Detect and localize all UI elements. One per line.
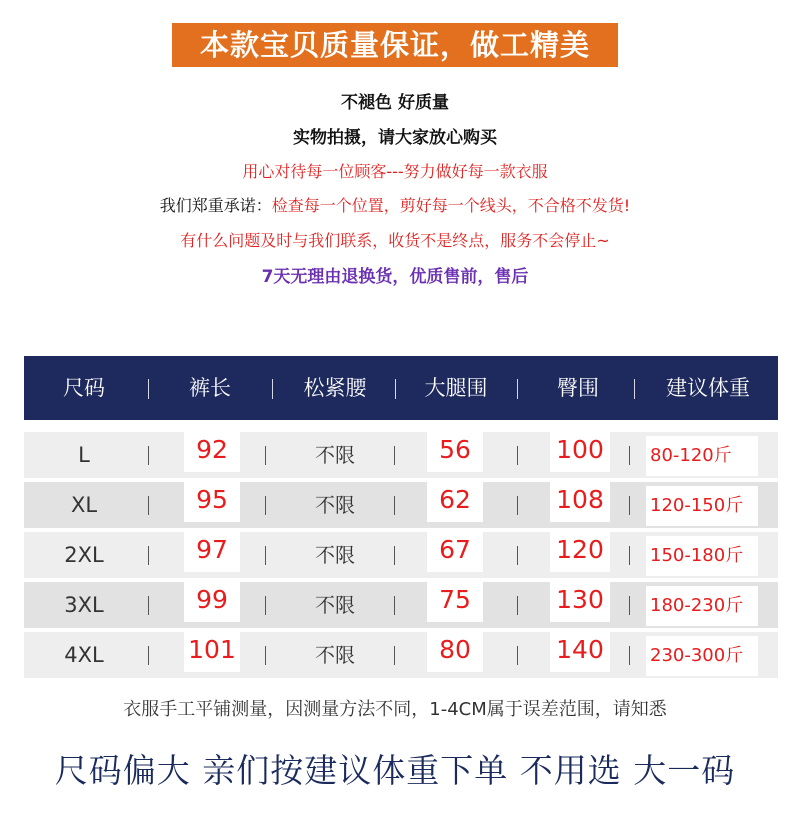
cell-thigh: 75	[427, 578, 483, 622]
table-row	[24, 482, 778, 528]
measurement-note: 衣服手工平铺测量，因测量方法不同，1-4CM属于误差范围，请知悉	[123, 699, 667, 720]
row-separator	[394, 496, 395, 515]
header-separator	[148, 379, 149, 399]
promo-line-quality: 不褪色 好质量	[341, 93, 449, 113]
row-separator	[394, 446, 395, 465]
row-separator	[148, 646, 149, 665]
row-separator	[148, 546, 149, 565]
promo-line-real-photo: 实物拍摄，请大家放心购买	[293, 128, 497, 148]
table-header	[24, 356, 778, 420]
row-separator	[517, 646, 518, 665]
table-row	[24, 632, 778, 678]
row-separator	[629, 596, 630, 615]
row-separator	[629, 546, 630, 565]
cell-size: 2XL	[64, 543, 104, 567]
header-thigh: 大腿围	[424, 376, 488, 400]
header-weight: 建议体重	[666, 376, 750, 400]
cell-thigh: 56	[427, 428, 483, 472]
cell-hip: 100	[550, 428, 610, 472]
cell-waist: 不限	[315, 643, 355, 667]
cell-waist: 不限	[315, 593, 355, 617]
table-row	[24, 532, 778, 578]
row-separator	[629, 446, 630, 465]
cell-thigh: 67	[427, 528, 483, 572]
cell-size: L	[78, 443, 90, 467]
promise-text: 检查每一个位置，剪好每一个线头，不合格不发货!	[271, 196, 631, 215]
row-separator	[265, 546, 266, 565]
row-separator	[517, 496, 518, 515]
cell-thigh: 62	[427, 478, 483, 522]
header-size: 尺码	[63, 376, 105, 400]
header-separator	[517, 379, 518, 399]
table-row	[24, 582, 778, 628]
cell-hip: 120	[550, 528, 610, 572]
row-separator	[265, 646, 266, 665]
header-length: 裤长	[189, 376, 231, 400]
cell-hip: 140	[550, 628, 610, 672]
cell-size: 4XL	[64, 643, 104, 667]
size-table	[24, 356, 778, 669]
cell-weight: 150-180斤	[646, 536, 758, 576]
row-separator	[148, 496, 149, 515]
cell-hip: 130	[550, 578, 610, 622]
header-waist: 松紧腰	[303, 376, 367, 400]
promise-prefix: 我们郑重承诺：	[159, 196, 272, 215]
row-separator	[517, 446, 518, 465]
promo-line-contact: 有什么问题及时与我们联系，收货不是终点，服务不会停止~	[180, 231, 610, 250]
cell-waist: 不限	[315, 493, 355, 517]
promo-line-returns: 7天无理由退换货，优质售前，售后	[261, 267, 529, 287]
row-separator	[265, 496, 266, 515]
row-separator	[394, 546, 395, 565]
cell-size: 3XL	[64, 593, 104, 617]
row-separator	[394, 596, 395, 615]
cell-waist: 不限	[315, 543, 355, 567]
row-separator	[265, 596, 266, 615]
row-separator	[629, 496, 630, 515]
promo-line-promise	[0, 193, 790, 216]
cell-weight: 180-230斤	[646, 586, 758, 626]
cell-weight: 120-150斤	[646, 486, 758, 526]
cell-weight: 230-300斤	[646, 636, 758, 676]
cell-weight: 80-120斤	[646, 436, 758, 476]
table-row	[24, 432, 778, 478]
row-separator	[265, 446, 266, 465]
size-advice: 尺码偏大 亲们按建议体重下单 不用选 大一码	[54, 751, 736, 790]
cell-length: 97	[184, 528, 240, 572]
title-banner: 本款宝贝质量保证，做工精美	[172, 23, 618, 67]
row-separator	[148, 446, 149, 465]
cell-waist: 不限	[315, 443, 355, 467]
row-separator	[629, 646, 630, 665]
header-separator	[634, 379, 635, 399]
cell-length: 92	[184, 428, 240, 472]
row-separator	[148, 596, 149, 615]
cell-length: 95	[184, 478, 240, 522]
header-hip: 臀围	[557, 376, 599, 400]
cell-length: 101	[184, 628, 240, 672]
cell-length: 99	[184, 578, 240, 622]
header-separator	[272, 379, 273, 399]
cell-hip: 108	[550, 478, 610, 522]
cell-size: XL	[70, 493, 98, 517]
row-separator	[394, 646, 395, 665]
promo-line-service: 用心对待每一位顾客---努力做好每一款衣服	[242, 162, 548, 181]
cell-thigh: 80	[427, 628, 483, 672]
header-separator	[395, 379, 396, 399]
row-separator	[517, 596, 518, 615]
row-separator	[517, 546, 518, 565]
